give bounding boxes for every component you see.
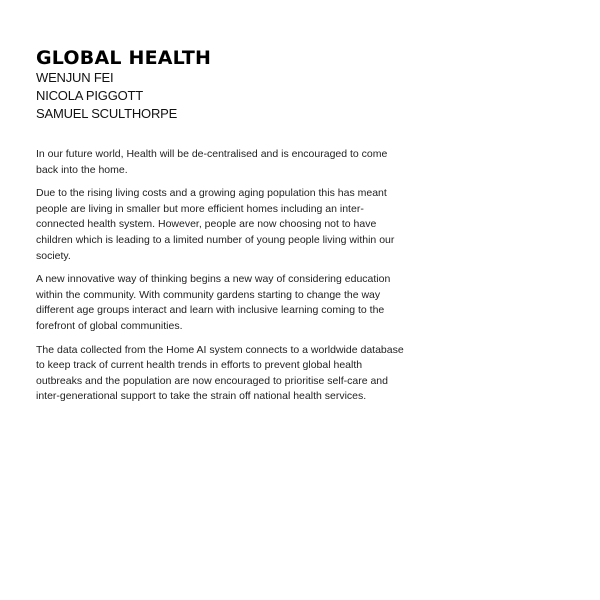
page-title: GLOBAL HEALTH	[36, 47, 212, 69]
paragraph: The data collected from the Home AI system connects to a worldwide database to keep track of current health trends in efforts to prevent global health outbreaks and the population are now encouraged to prioritise self-care and inter-generational support to take the strain off national health services.	[36, 343, 404, 403]
author-list	[36, 69, 396, 123]
author-name: NICOLA PIGGOTT	[36, 88, 143, 103]
body-text	[36, 147, 408, 413]
header	[36, 47, 396, 123]
author-name: WENJUN FEI	[36, 70, 114, 85]
paragraph: In our future world, Health will be de-centralised and is encouraged to come back into the home.	[36, 148, 388, 176]
paragraph: Due to the rising living costs and a growing aging population this has meant people are living in smaller but more efficient homes including an inter-connected health system. However, people are now choosing not to have children which is leading to a limited number of young people living within our society.	[36, 187, 395, 262]
paragraph: A new innovative way of thinking begins a new way of considering education within the community. With community gardens starting to change the way different age groups interact and learn with inclusive learning coming to the forefront of global communities.	[36, 273, 391, 332]
author-name: SAMUEL SCULTHORPE	[36, 106, 178, 121]
